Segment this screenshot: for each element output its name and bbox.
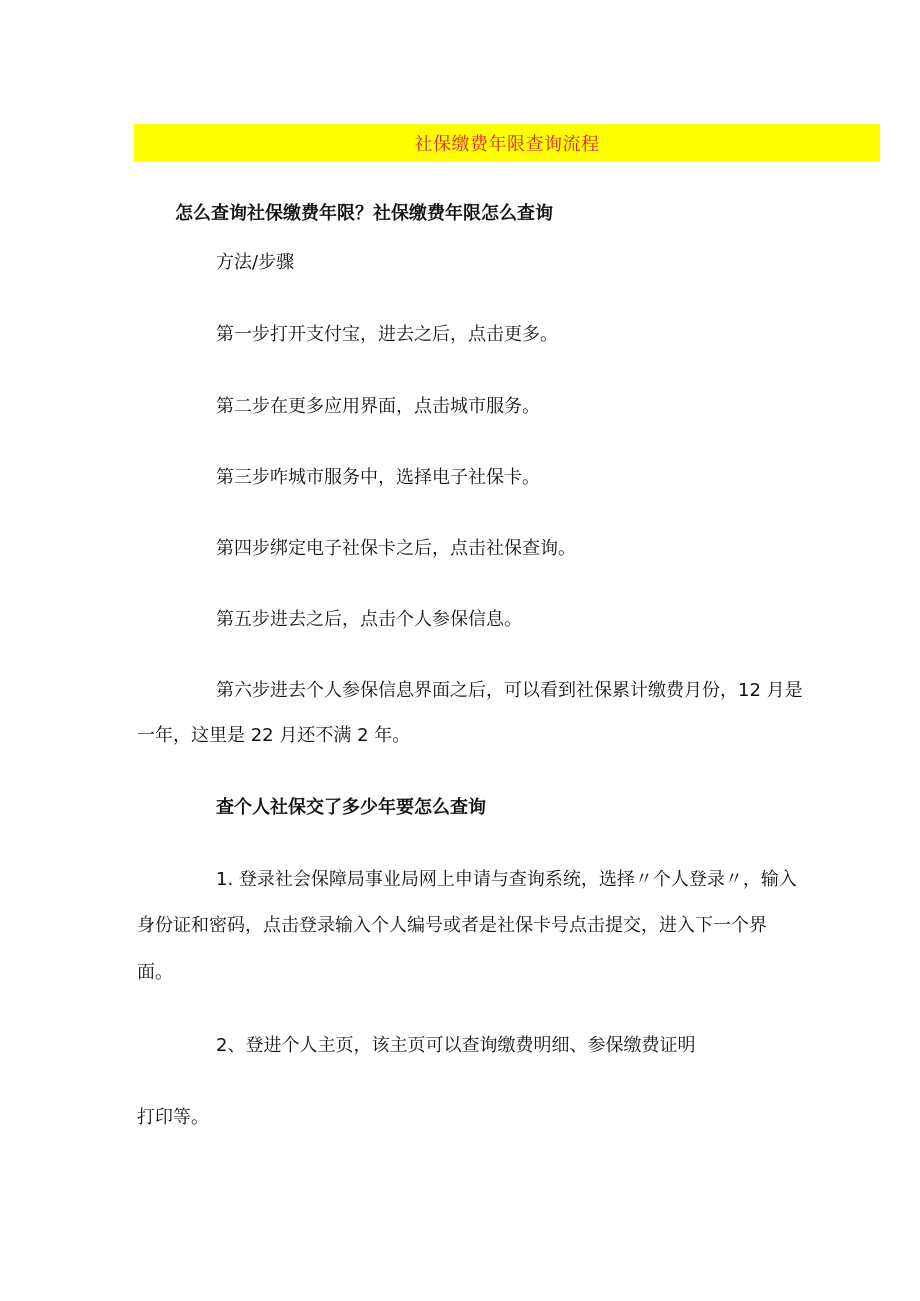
step-6-line-2: 一年，这里是 22 月还不满 2 年。	[137, 725, 411, 746]
document-title: 社保缴费年限查询流程	[414, 134, 600, 155]
section2-heading: 查个人社保交了多少年要怎么查询	[216, 797, 486, 818]
item-1-line-1: 1. 登录社会保障局事业局网上申请与查询系统，选择〃个人登录〃，输入	[216, 869, 797, 890]
step-4: 第四步绑定电子社保卡之后，点击社保查询。	[216, 538, 576, 559]
title-banner	[134, 124, 880, 162]
item-1-line-3: 面。	[137, 962, 173, 983]
step-5: 第五步进去之后，点击个人参保信息。	[216, 609, 522, 630]
item-2-line-2: 打印等。	[137, 1107, 209, 1128]
step-6-line-1: 第六步进去个人参保信息界面之后，可以看到社保累计缴费月份，12 月是	[216, 680, 803, 701]
section1-heading: 怎么查询社保缴费年限？社保缴费年限怎么查询	[175, 203, 553, 224]
item-2-line-1: 2、登进个人主页，该主页可以查询缴费明细、参保缴费证明	[216, 1035, 696, 1056]
step-1: 第一步打开支付宝，进去之后，点击更多。	[216, 324, 558, 345]
step-3: 第三步咋城市服务中，选择电子社保卡。	[216, 467, 540, 488]
item-1-line-2: 身份证和密码，点击登录输入个人编号或者是社保卡号点击提交，进入下一个界	[137, 915, 767, 936]
method-label: 方法/步骤	[216, 252, 295, 273]
step-2: 第二步在更多应用界面，点击城市服务。	[216, 396, 540, 417]
